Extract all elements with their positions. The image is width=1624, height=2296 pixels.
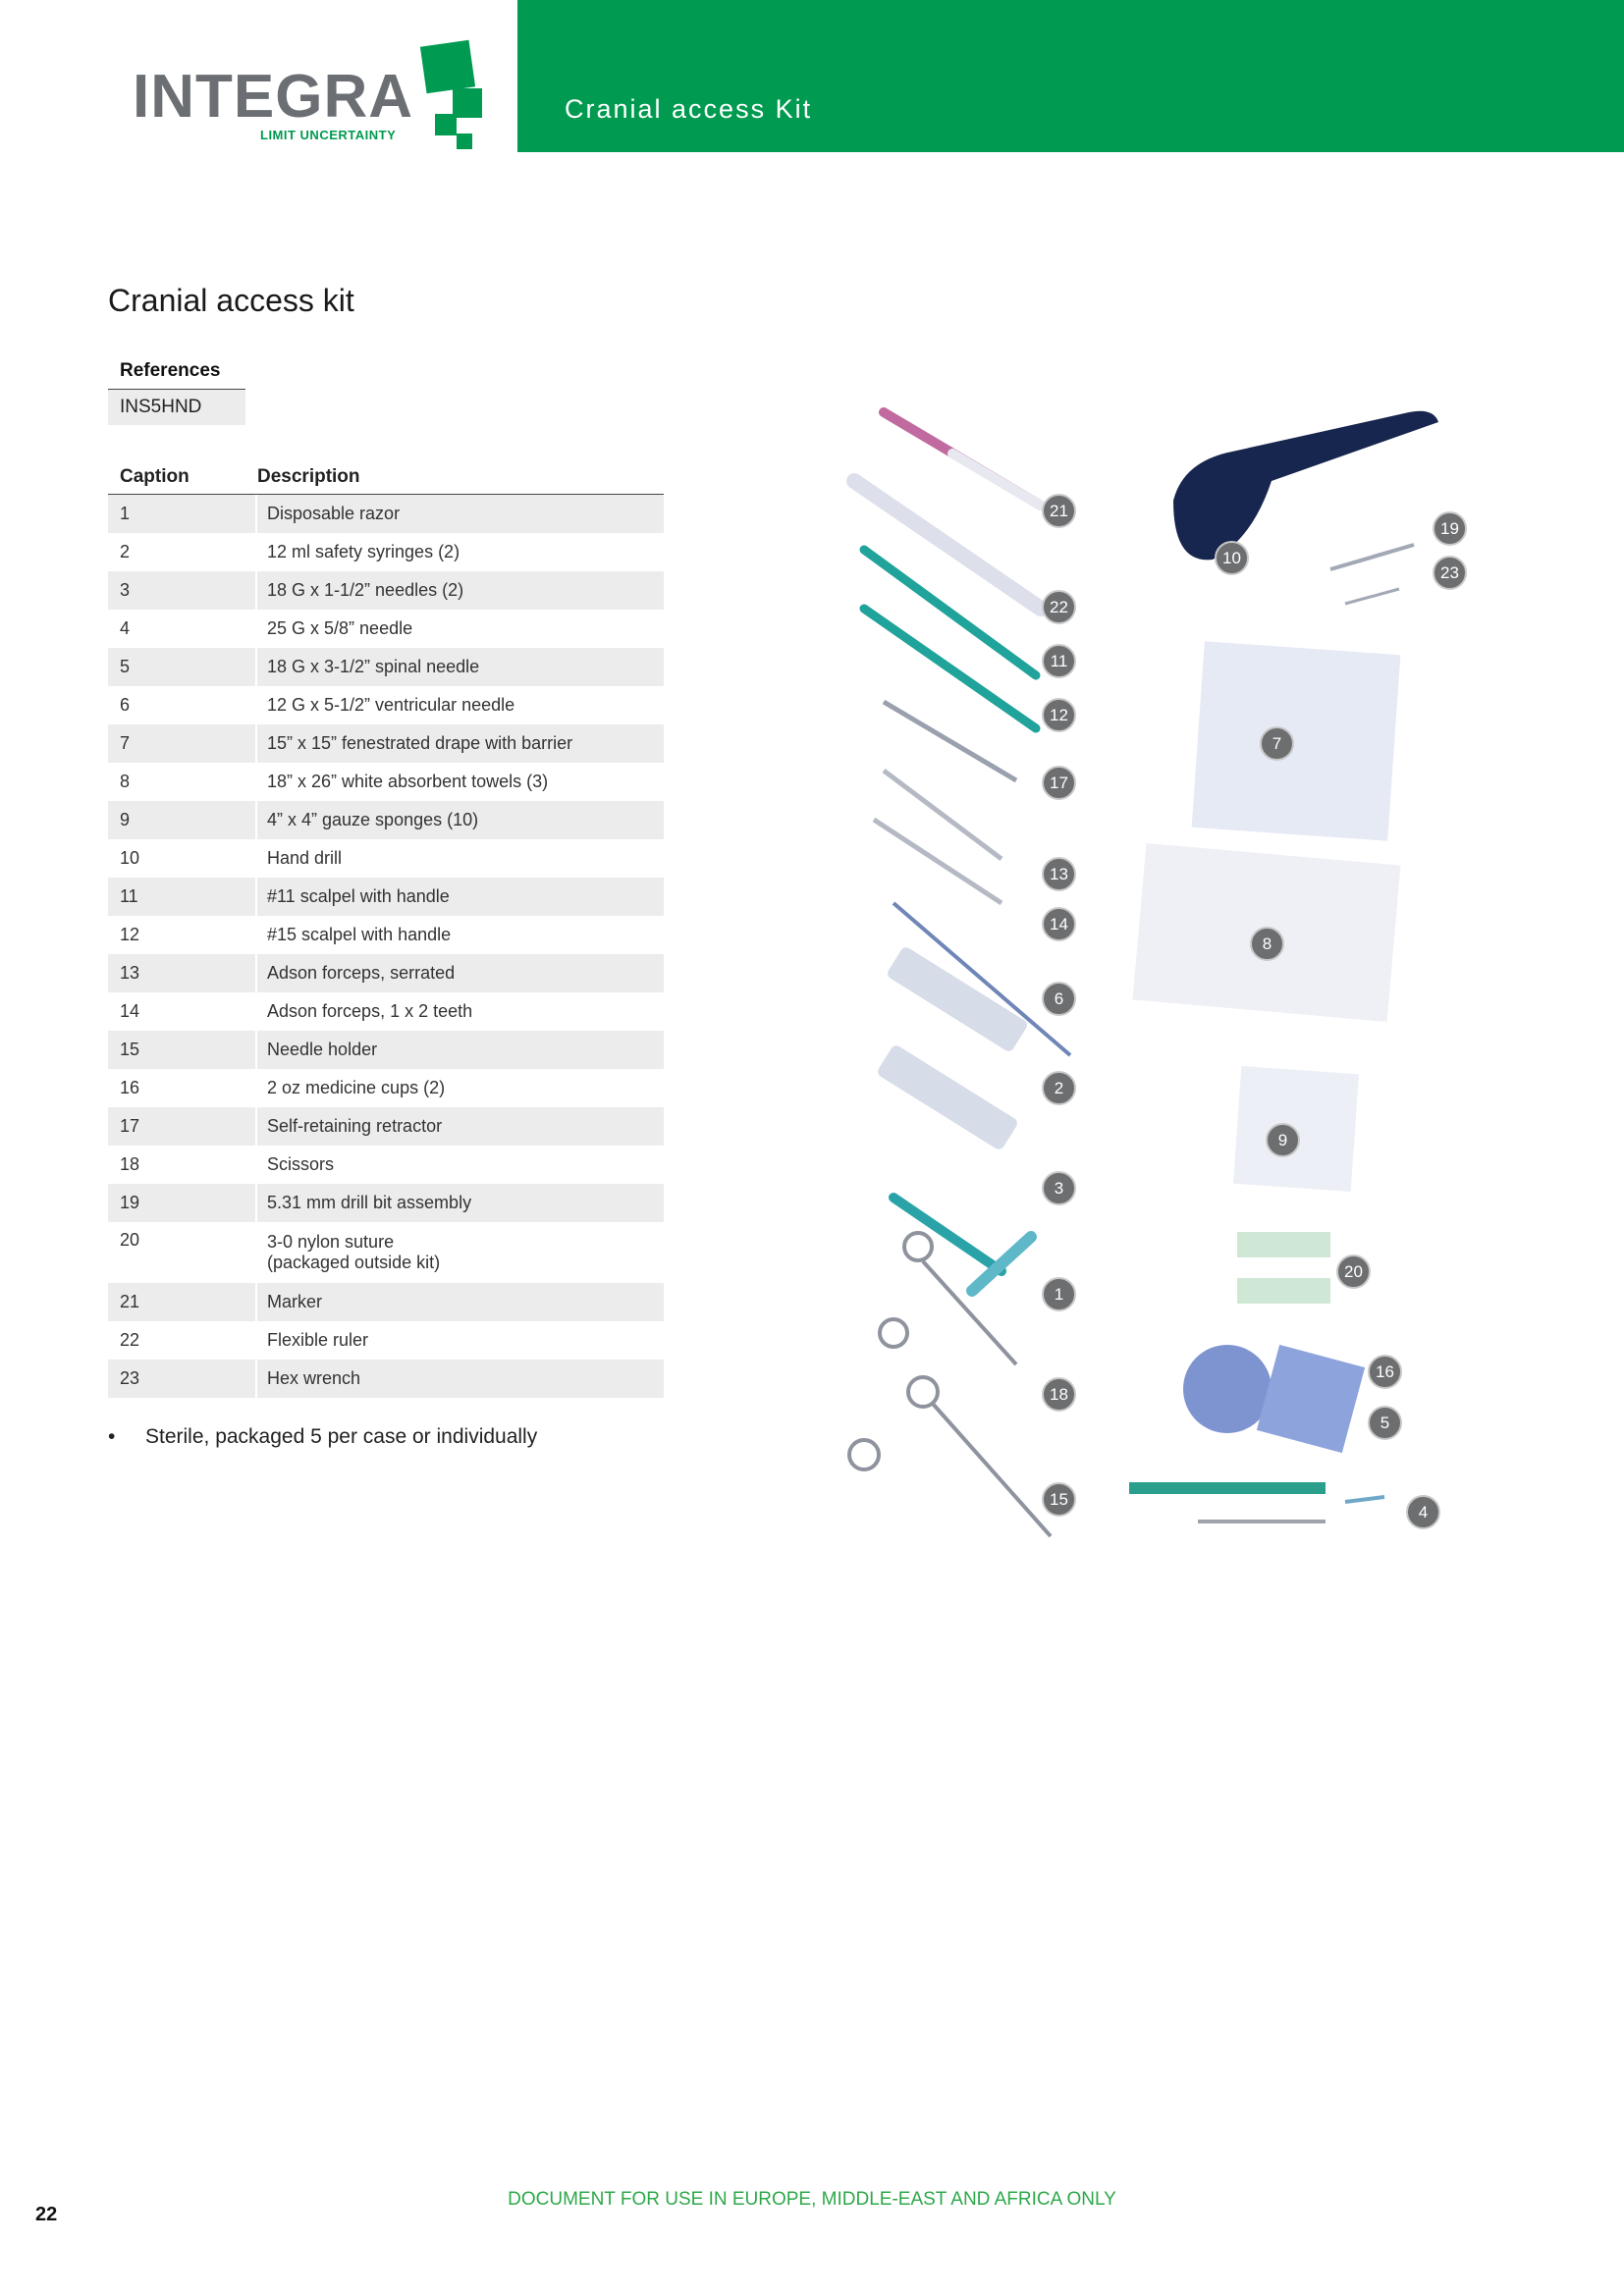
caption-badge: 22 bbox=[1042, 590, 1076, 624]
description-cell: #11 scalpel with handle bbox=[257, 878, 664, 916]
description-cell: 12 G x 5-1/2” ventricular needle bbox=[267, 695, 515, 715]
caption-cell: 16 bbox=[120, 1078, 140, 1097]
bullet-note-text: Sterile, packaged 5 per case or individually bbox=[145, 1425, 538, 1448]
table-row bbox=[108, 763, 664, 801]
table-row bbox=[108, 1222, 664, 1283]
caption-badge: 2 bbox=[1042, 1071, 1076, 1105]
caption-cell: 9 bbox=[108, 801, 255, 839]
logo-tagline: LIMIT UNCERTAINTY bbox=[260, 128, 397, 142]
table-row bbox=[108, 801, 664, 839]
caption-badge: 20 bbox=[1336, 1255, 1371, 1289]
caption-badge: 13 bbox=[1042, 857, 1076, 891]
integra-logo bbox=[133, 39, 457, 157]
table-row bbox=[108, 648, 664, 686]
section-title: Cranial access kit bbox=[108, 283, 354, 318]
caption-badge: 19 bbox=[1433, 511, 1467, 546]
description-cell: Disposable razor bbox=[257, 495, 664, 533]
description-cell: 5.31 mm drill bit assembly bbox=[257, 1184, 664, 1222]
table-row bbox=[108, 954, 664, 992]
description-cell: Hand drill bbox=[267, 848, 343, 868]
description-header: Description bbox=[257, 466, 360, 487]
caption-cell: 8 bbox=[120, 772, 131, 791]
header-band bbox=[517, 0, 1624, 152]
description-cell: 18 G x 3-1/2” spinal needle bbox=[257, 648, 664, 686]
caption-badge: 15 bbox=[1042, 1482, 1076, 1517]
table-row bbox=[108, 533, 664, 571]
caption-cell: 17 bbox=[108, 1107, 255, 1146]
logo-wordmark: INTEGRA bbox=[133, 63, 413, 131]
caption-cell: 6 bbox=[120, 695, 131, 715]
caption-badge: 3 bbox=[1042, 1171, 1076, 1205]
description-cell: Needle holder bbox=[257, 1031, 664, 1069]
table-row bbox=[108, 1283, 664, 1321]
caption-badge: 10 bbox=[1215, 541, 1249, 575]
description-cell: #15 scalpel with handle bbox=[267, 925, 452, 944]
references-value: INS5HND bbox=[108, 390, 245, 425]
references-header: References bbox=[108, 353, 245, 390]
table-row bbox=[108, 1146, 664, 1184]
description-cell: Hex wrench bbox=[257, 1360, 664, 1398]
caption-badge: 5 bbox=[1368, 1406, 1402, 1440]
caption-cell: 22 bbox=[120, 1330, 140, 1350]
caption-badge: 1 bbox=[1042, 1277, 1076, 1311]
caption-cell: 23 bbox=[108, 1360, 255, 1398]
description-cell: 12 ml safety syringes (2) bbox=[267, 542, 460, 561]
caption-badge: 4 bbox=[1406, 1495, 1440, 1529]
table-row bbox=[108, 1360, 664, 1398]
table-row bbox=[108, 1069, 664, 1107]
description-cell: Adson forceps, 1 x 2 teeth bbox=[267, 1001, 473, 1021]
caption-cell: 13 bbox=[108, 954, 255, 992]
caption-cell: 11 bbox=[108, 878, 255, 916]
bullet-note bbox=[108, 1425, 537, 1449]
caption-badge: 8 bbox=[1250, 927, 1284, 961]
caption-badge: 21 bbox=[1042, 494, 1076, 528]
caption-badge: 6 bbox=[1042, 982, 1076, 1016]
footer-note: DOCUMENT FOR USE IN EUROPE, MIDDLE-EAST AND AFRICA ONLY bbox=[508, 2189, 1116, 2210]
table-row bbox=[108, 1321, 664, 1360]
caption-badge: 18 bbox=[1042, 1377, 1076, 1412]
caption-cell: 21 bbox=[108, 1283, 255, 1321]
description-cell: Flexible ruler bbox=[267, 1330, 369, 1350]
description-cell: 15” x 15” fenestrated drape with barrier bbox=[257, 724, 664, 763]
header-title: Cranial access Kit bbox=[565, 94, 813, 124]
caption-badge: 11 bbox=[1042, 644, 1076, 678]
table-row bbox=[108, 495, 664, 533]
logo-squares-icon bbox=[386, 39, 484, 157]
caption-badge: 23 bbox=[1433, 556, 1467, 590]
items-table bbox=[108, 459, 664, 1398]
caption-badge: 14 bbox=[1042, 907, 1076, 941]
caption-cell: 14 bbox=[120, 1001, 140, 1021]
description-cell: 2 oz medicine cups (2) bbox=[267, 1078, 446, 1097]
table-row bbox=[108, 1031, 664, 1069]
description-cell: 25 G x 5/8” needle bbox=[267, 618, 413, 638]
caption-cell: 19 bbox=[108, 1184, 255, 1222]
table-row bbox=[108, 916, 664, 954]
caption-badge: 16 bbox=[1368, 1355, 1402, 1389]
caption-header: Caption bbox=[120, 466, 189, 487]
caption-badge: 17 bbox=[1042, 766, 1076, 800]
description-cell: Adson forceps, serrated bbox=[257, 954, 664, 992]
kit-photo-illustration bbox=[835, 383, 1502, 1561]
caption-cell: 4 bbox=[120, 618, 131, 638]
description-line: 3-0 nylon suture bbox=[267, 1232, 395, 1252]
references-table bbox=[108, 353, 245, 425]
kit-photo bbox=[835, 383, 1502, 1561]
table-row bbox=[108, 686, 664, 724]
caption-cell: 7 bbox=[108, 724, 255, 763]
description-cell: 18 G x 1-1/2” needles (2) bbox=[257, 571, 664, 610]
items-table-header bbox=[108, 459, 664, 495]
table-row bbox=[108, 1107, 664, 1146]
bullet-icon: • bbox=[108, 1425, 116, 1448]
table-row bbox=[108, 571, 664, 610]
caption-cell: 3 bbox=[108, 571, 255, 610]
table-row bbox=[108, 839, 664, 878]
caption-badge: 7 bbox=[1260, 726, 1294, 761]
description-cell: 18” x 26” white absorbent towels (3) bbox=[267, 772, 549, 791]
caption-cell: 1 bbox=[108, 495, 255, 533]
caption-cell: 5 bbox=[108, 648, 255, 686]
page-number: 22 bbox=[35, 2204, 58, 2225]
caption-cell: 15 bbox=[108, 1031, 255, 1069]
caption-cell: 12 bbox=[120, 925, 140, 944]
description-cell: Self-retaining retractor bbox=[257, 1107, 664, 1146]
table-row bbox=[108, 878, 664, 916]
caption-cell: 10 bbox=[120, 848, 140, 868]
caption-cell: 2 bbox=[120, 542, 131, 561]
caption-cell: 20 bbox=[120, 1230, 140, 1250]
table-row bbox=[108, 992, 664, 1031]
description-cell: Marker bbox=[257, 1283, 664, 1321]
table-row bbox=[108, 724, 664, 763]
caption-badge: 9 bbox=[1266, 1123, 1300, 1157]
table-row bbox=[108, 610, 664, 648]
caption-badge: 12 bbox=[1042, 698, 1076, 732]
description-cell: 4” x 4” gauze sponges (10) bbox=[257, 801, 664, 839]
description-cell: Scissors bbox=[267, 1154, 335, 1174]
caption-cell: 18 bbox=[120, 1154, 140, 1174]
description-line: (packaged outside kit) bbox=[267, 1253, 441, 1272]
table-row bbox=[108, 1184, 664, 1222]
description-cell bbox=[257, 1222, 664, 1283]
